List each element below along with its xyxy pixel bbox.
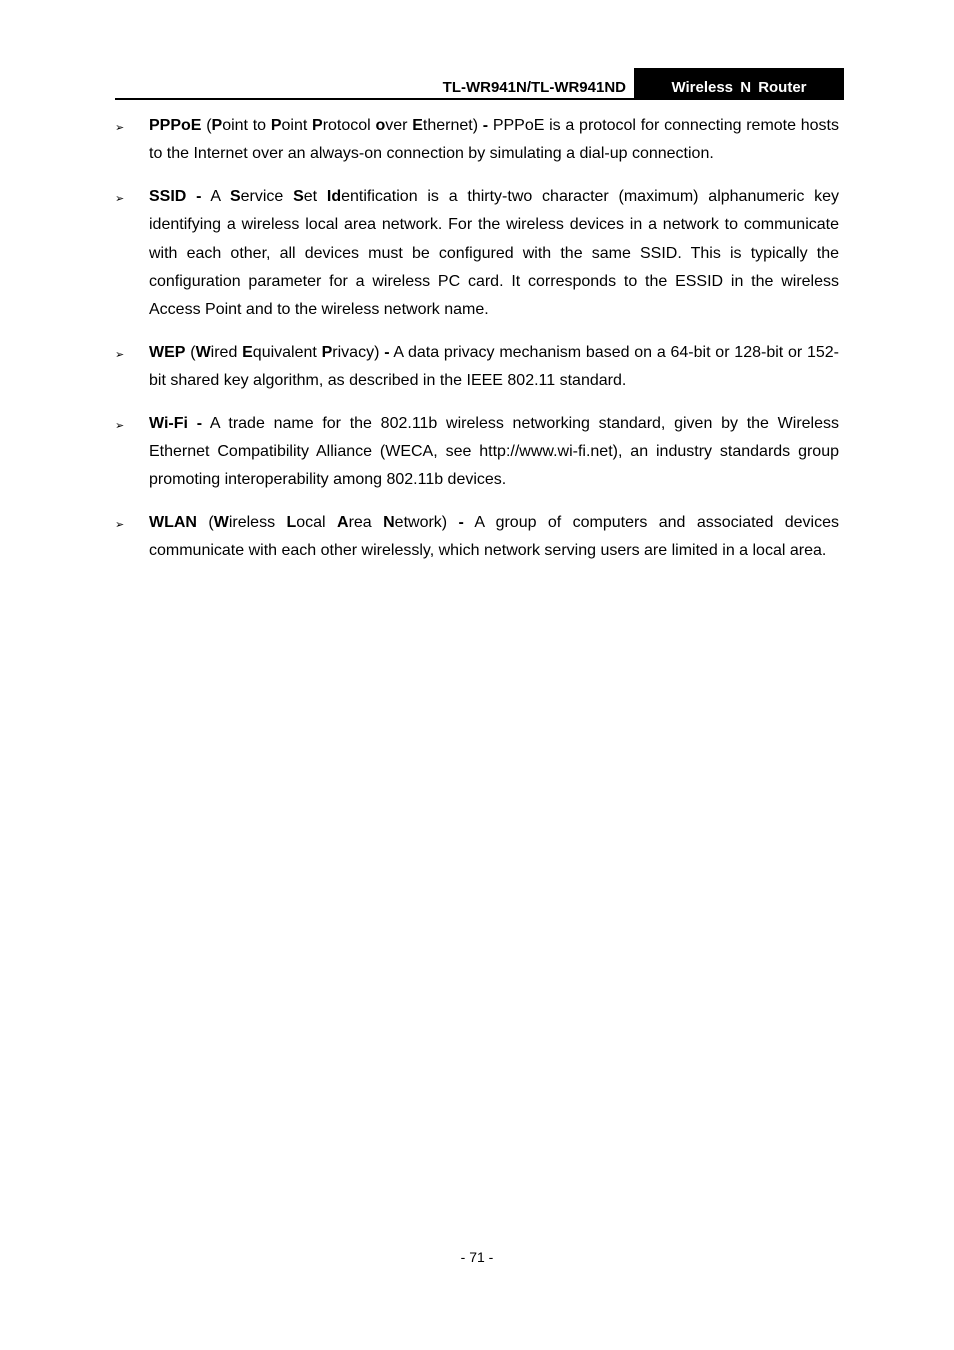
acronym-letter: P (270, 117, 282, 134)
glossary-term: SSID (149, 187, 187, 205)
acronym-rest: thernet (422, 117, 473, 134)
acronym-rest: etwork (394, 513, 442, 531)
header-rule (115, 98, 844, 100)
glossary-term: WEP (149, 343, 186, 361)
acronym-letter: o (375, 117, 386, 134)
glossary-entry (115, 410, 839, 495)
glossary-entry (115, 112, 839, 169)
acronym-rest: ired (210, 343, 243, 361)
acronym-letter: W (195, 343, 211, 361)
glossary-list (115, 112, 839, 580)
glossary-description: A group of computers and associated devices communicate with each other wirelessly, which network serving users are limited in a local area. (149, 513, 840, 560)
glossary-description: et (303, 187, 327, 205)
header-model: TL-WR941N/TL-WR941ND (442, 79, 626, 96)
acronym-rest: ver (385, 117, 413, 134)
acronym-rest: ireless (228, 513, 287, 531)
acronym-letter: E (242, 343, 253, 361)
acronym-letter: S (229, 187, 241, 205)
glossary-entry (115, 509, 839, 566)
acronym-letter: Id (326, 187, 342, 205)
bullet-arrow-icon: ➢ (115, 192, 125, 205)
glossary-description: PPPoE is a protocol for connecting remote hosts to the Internet over an always-on connection by simulating a dial-up connection. (149, 117, 839, 163)
glossary-text (149, 183, 839, 325)
page-number: - 71 - (460, 1249, 494, 1265)
acronym-rest: oint (281, 117, 313, 134)
acronym-rest: rea (348, 513, 384, 531)
acronym-letter: L (286, 513, 297, 531)
glossary-entry (115, 183, 839, 325)
glossary-entry (115, 339, 839, 396)
bullet-arrow-icon: ➢ (115, 122, 125, 134)
acronym-letter: W (213, 513, 229, 531)
glossary-text: PPPoE (Point to Point Protocol over Ethernet) - PPPoE is a protocol for connecting remote hosts to the Internet over an always-on connection by simulating a dial-up connection. (149, 117, 839, 163)
acronym-rest: rotocol (322, 117, 376, 134)
acronym-letter: N (383, 513, 395, 531)
acronym-letter: E (412, 117, 423, 134)
bullet-arrow-icon: ➢ (115, 518, 125, 531)
header-product-badge: Wireless N Router (634, 68, 844, 100)
term-dash: - (458, 513, 464, 531)
page-header (115, 68, 844, 100)
bullet-arrow-icon: ➢ (115, 348, 125, 361)
glossary-description: entification is a thirty-two character (maximum) alphanumeric key identifying a wireless local area network. For the wireless devices in a network to communicate with each other, all devices must be configured with the same SSID. This is typically the configuration parameter for a wireless PC card. It corresponds to the ESSID in the wireless Access Point and to the wireless network name. (149, 187, 840, 319)
glossary-text (149, 410, 839, 495)
glossary-term: Wi-Fi (149, 414, 188, 432)
acronym-rest: quivalent (252, 343, 322, 361)
glossary-term: WLAN (149, 513, 197, 531)
glossary-description: ervice (240, 187, 294, 205)
term-dash: - (196, 187, 202, 205)
glossary-description: A (210, 187, 230, 205)
acronym-rest: ocal (296, 513, 338, 531)
acronym-letter: P (211, 117, 223, 134)
glossary-text: WEP (Wired Equivalent Privacy) - A data privacy mechanism based on a 64-bit or 128-bit or 152-bit shared key algorithm, as described in the IEEE 802.11 standard. (149, 343, 840, 390)
acronym-rest: oint to (222, 117, 271, 134)
glossary-text: WLAN (Wireless Local Area Network) - A group of computers and associated devices communicate with each other wirelessly, which network serving users are limited in a local area. (149, 513, 840, 560)
bullet-arrow-icon: ➢ (115, 419, 125, 432)
glossary-description: A trade name for the 802.11b wireless networking standard, given by the Wireless Ethernet Compatibility Alliance (WECA, see http://www.wi-fi.net), an industry standards group promoting interoperability among 802.11b devices. (149, 414, 839, 489)
acronym-letter: P (321, 343, 333, 361)
acronym-rest: rivacy (332, 343, 375, 361)
acronym-letter: P (312, 117, 323, 134)
glossary-description: A data privacy mechanism based on a 64-bit or 128-bit or 152-bit shared key algorithm, as described in the IEEE 802.11 standard. (149, 343, 840, 390)
acronym-letter: A (337, 513, 349, 531)
term-dash: - (384, 343, 390, 361)
acronym-letter: S (293, 187, 304, 205)
term-dash: - (196, 414, 203, 432)
term-dash: - (482, 117, 489, 134)
glossary-term: PPPoE (149, 117, 202, 134)
